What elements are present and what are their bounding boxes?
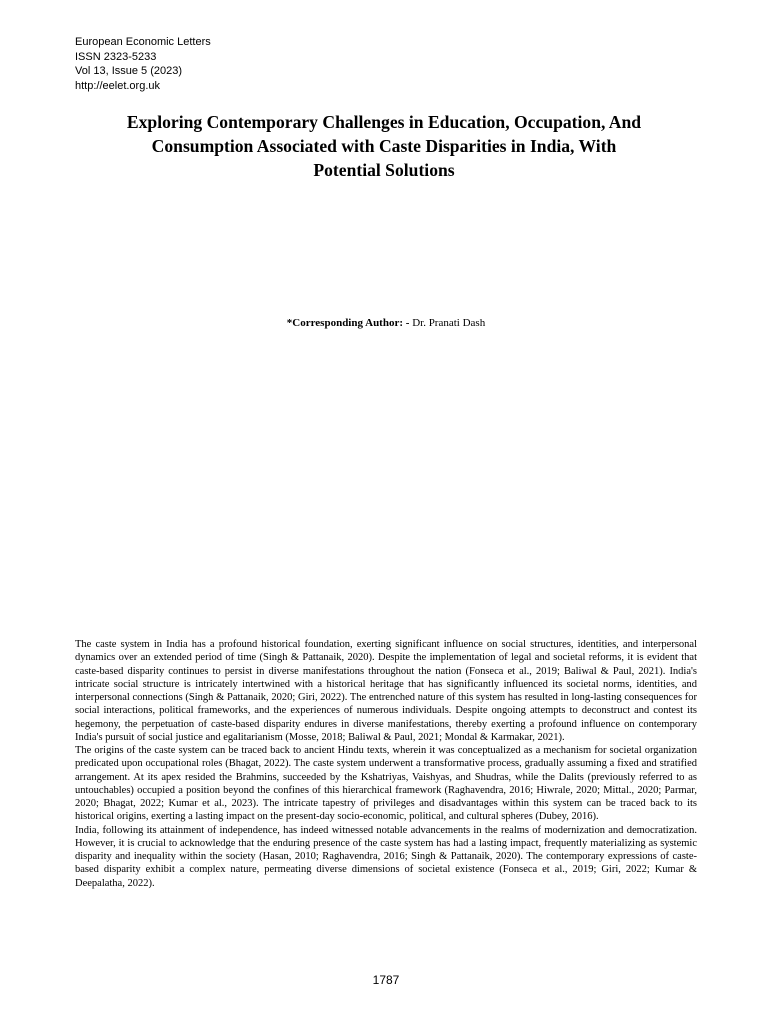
page-number: 1787 — [372, 973, 400, 987]
title-line: Potential Solutions — [313, 160, 455, 180]
body-text — [75, 638, 697, 890]
paper-title — [70, 110, 698, 182]
journal-header — [75, 35, 211, 93]
journal-volume: Vol 13, Issue 5 (2023) — [75, 65, 183, 77]
paragraph: India, following its attainment of independence, has indeed witnessed notable advancements in the realms of modernization and democratization. However, it is crucial to acknowledge that the enduring presence of the caste system has had a lasting impact, frequently materializing as systemic disparity and inequality within the society (Hasan, 2010; Raghavendra, 2016; Singh & Pattanaik, 2020). The contemporary expressions of caste-based disparity exhibit a complex nature, permeating diverse dimensions of societal existence (Fonseca et al., 2019; Giri, 2022; Kumar & Deepalatha, 2022). — [75, 824, 697, 889]
corresponding-author — [0, 316, 768, 330]
paragraph: The origins of the caste system can be traced back to ancient Hindu texts, wherein it was conceptualized as a mechanism for societal organization predicated upon occupational roles (Bhagat, 2022). The caste system underwent a transformative process, gradually assuming a fixed and stratified arrangement. At its apex resided the Brahmins, succeeded by the Kshatriyas, Vaishyas, and Shudras, while the Dalits (previously referred to as untouchables) occupied a position beyond the confines of this hierarchical framework (Raghavendra, 2016; Hiwrale, 2020; Mittal., 2020; Parmar, 2020; Bhagat, 2022; Kumar et al., 2023). The intricate tapestry of privileges and disadvantages within this system can be traced back to its historical origins, exerting a lasting impact on the present-day socio-economic, political, and cultural spheres (Dubey, 2016). — [75, 745, 697, 823]
paragraph: The caste system in India has a profound historical foundation, exerting significant influence on social structures, identities, and interpersonal dynamics over an extended period of time (Singh & Pattanaik, 2020). Despite the implementation of legal and societal reforms, it is evident that caste-based disparity continues to persist in diverse manifestations throughout the nation (Fonseca et al., 2019; Baliwal & Paul, 2021). India's intricate social structure is intricately intertwined with a historical heritage that has significantly influenced its societal norms, identities, and interpersonal connections (Singh & Pattanaik, 2020; Giri, 2022). The entrenched nature of this system has resulted in long-lasting consequences for social interactions, political frameworks, and the experiences of numerous individuals. Despite ongoing attempts to deconstruct and contest its hegemony, the perpetuation of caste-based disparity endures in diverse manifestations, thereby exerting a profound influence on contemporary India's pursuit of social justice and egalitarianism (Mosse, 2018; Baliwal & Paul, 2021; Mondal & Karmakar, 2021). — [75, 639, 697, 743]
journal-name: European Economic Letters — [75, 36, 211, 48]
journal-url: http://eelet.org.uk — [75, 79, 160, 92]
title-line: Exploring Contemporary Challenges in Education, Occupation, And — [126, 112, 642, 132]
journal-issn: ISSN 2323-5233 — [75, 50, 157, 63]
author-name: Dr. Pranati Dash — [409, 317, 486, 329]
title-line: Consumption Associated with Caste Disparities in India, With — [151, 136, 617, 156]
author-label: *Corresponding Author: - — [286, 317, 410, 329]
